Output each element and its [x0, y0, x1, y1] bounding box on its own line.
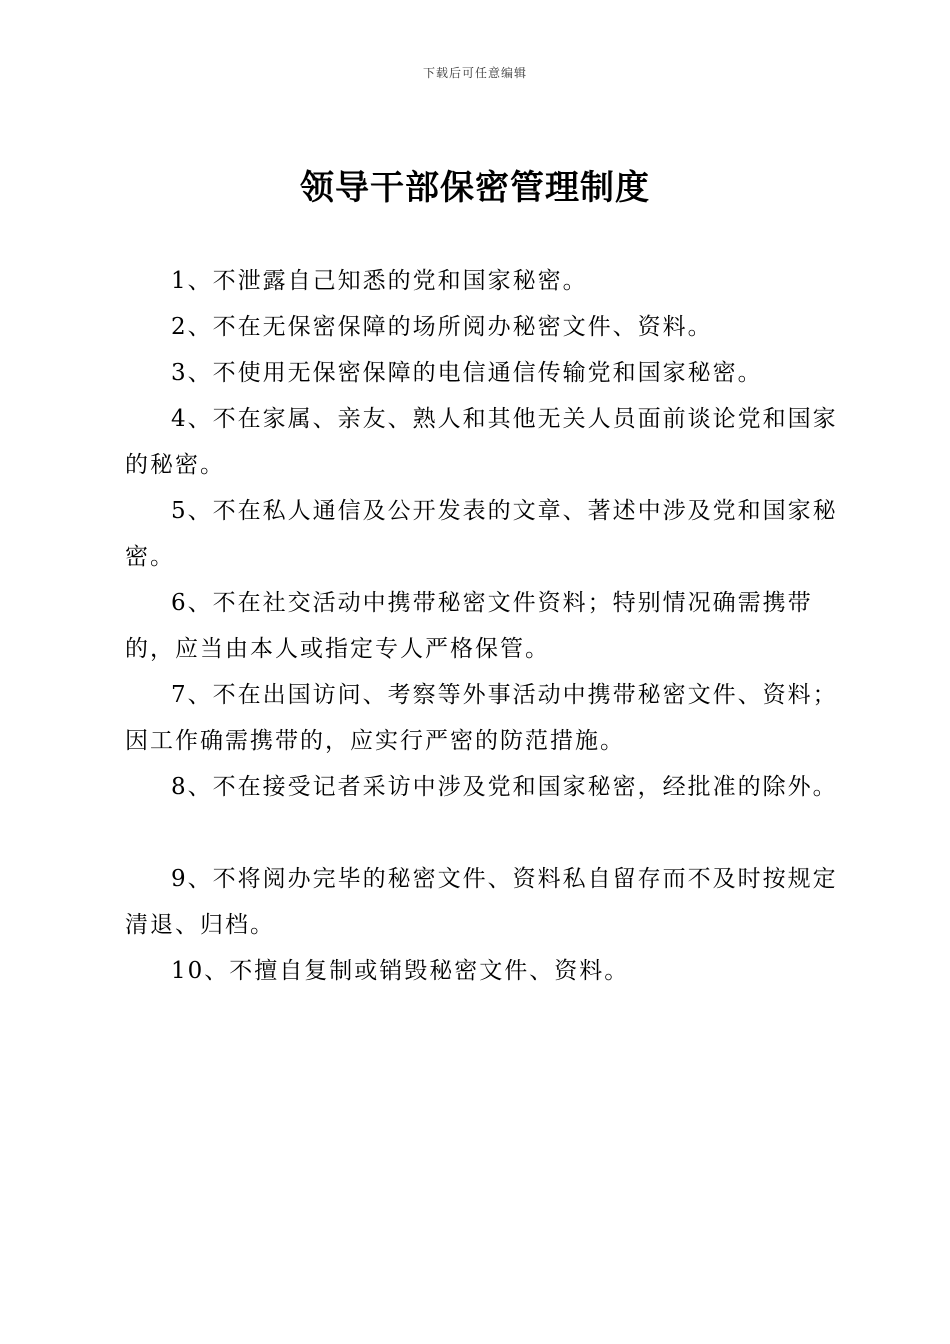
rule-item-8: 8、不在接受记者采访中涉及党和国家秘密，经批准的除外。: [171, 774, 838, 800]
document-body: [125, 258, 855, 994]
document-title: 领导干部保密管理制度: [300, 168, 650, 208]
page-header-note: 下载后可任意编辑: [422, 66, 527, 80]
rule-item-9: 9、不将阅办完毕的秘密文件、资料私自留存而不及时按规定清退、归档。: [125, 866, 838, 938]
rule-item-7: 7、不在出国访问、考察等外事活动中携带秘密文件、资料；因工作确需携带的，应实行严密的防范措施。: [125, 682, 838, 754]
rule-item-10: 10、不擅自复制或销毁秘密文件、资料。: [171, 958, 630, 984]
rule-item-4: 4、不在家属、亲友、熟人和其他无关人员面前谈论党和国家的秘密。: [125, 406, 838, 478]
rule-item-5: 5、不在私人通信及公开发表的文章、著述中涉及党和国家秘密。: [125, 498, 838, 570]
rule-item-3: 3、不使用无保密保障的电信通信传输党和国家秘密。: [171, 360, 763, 386]
rule-item-2: 2、不在无保密保障的场所阅办秘密文件、资料。: [171, 314, 713, 340]
rule-item-1: 1、不泄露自己知悉的党和国家秘密。: [171, 268, 588, 294]
rule-item-6: 6、不在社交活动中携带秘密文件资料；特别情况确需携带的，应当由本人或指定专人严格保管。: [125, 590, 813, 662]
